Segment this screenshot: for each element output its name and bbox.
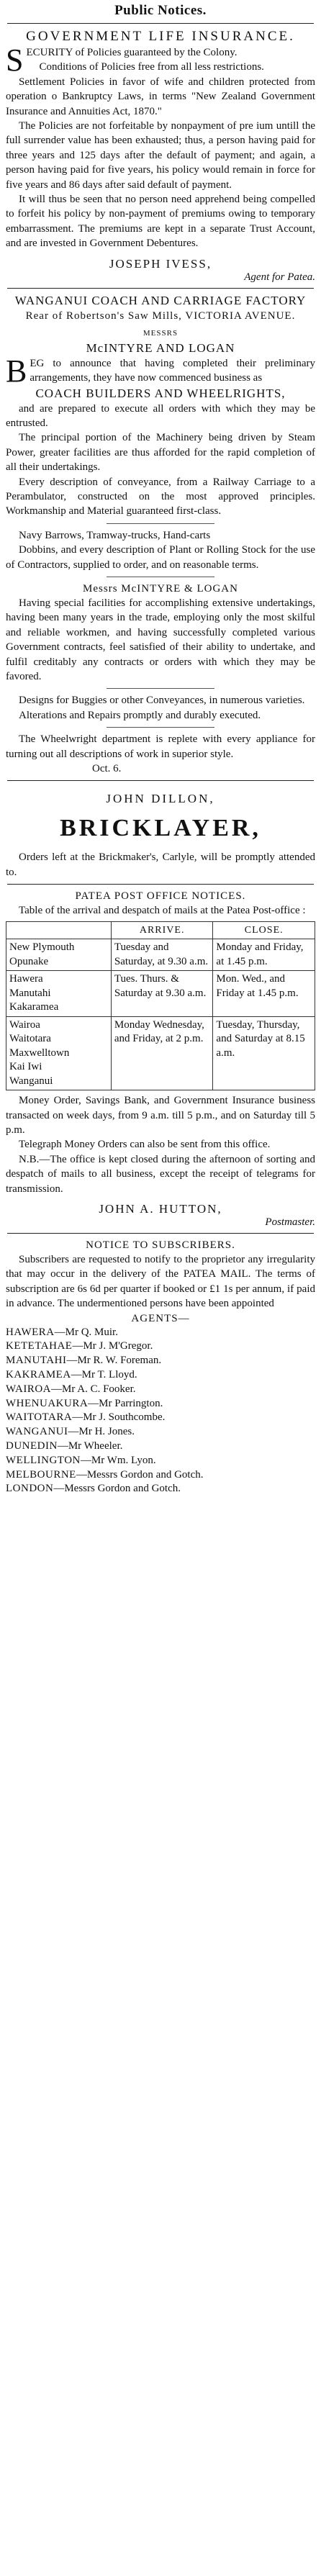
list-item [6,1397,315,1411]
bricklayer-title: BRICKLAYER, [60,815,261,842]
agent-name: —Mr A. C. Fooker. [51,1383,136,1395]
bricklayer-notice [6,791,315,880]
subscribers-notice [6,1238,315,1496]
mail-close: Monday and Friday, at 1.45 p.m. [213,939,315,971]
post-office-para-1: Telegraph Money Orders can also be sent from this office. [19,1139,271,1151]
divider [7,23,314,24]
coach-para2-3: The Wheelwright department is replete with every appliance for turning out all descriptions of work in superior style. [6,733,315,760]
mail-col-arrive: ARRIVE. [111,921,213,939]
agent-place: HAWERA [6,1326,55,1338]
insurance-notice [6,28,315,284]
bricklayer-name: JOHN DILLON, [106,792,215,806]
coach-intro: BEG to announce that having completed their preliminary arrangements, they have now commenced business as [6,353,315,389]
agent-name: —Mr Wm. Lyon. [80,1454,156,1466]
agent-name: —Mr Wheeler. [57,1440,123,1452]
coach-item-0: Navy Barrows, Tramway-trucks, Hand-carts [19,529,211,541]
coach-factory-notice [6,293,315,777]
agent-name: —Mr Q. Muir. [54,1326,118,1338]
list-item [6,1454,315,1468]
mail-col-close: CLOSE. [213,921,315,939]
post-office-para-2: N.B.—The office is kept closed during the afternoon of sorting and despatch of mails to all business, except the receipt of telegrams for transmission. [6,1153,315,1195]
agent-place: WAIROA [6,1383,51,1395]
mail-places: Wairoa Waitotara Maxwelltown Kai Iwi Wanganui [6,1016,112,1090]
table-row [6,971,315,1017]
coach-para2-0: Having special facilities for accomplishing extensive undertakings, having been many years in the trade, employing only the most skilful and reliable workmen, and having successfully completed various Government contracts, feel satisfied of their ability to undertake, and fulfil creditably any contracts or orders with which they may be favored. [6,597,315,682]
table-row [6,1016,315,1090]
agent-name: —Mr R. W. Foreman. [66,1355,162,1367]
post-office-title: PATEA POST OFFICE NOTICES. [75,890,246,903]
coach-para-2: Every description of conveyance, from a Railway Carriage to a Perambulator, constructed on the most approved principles. Workmanship and Material guaranteed first-class. [6,476,315,518]
divider [7,288,314,289]
coach-para2-1: Designs for Buggies or other Conveyances, in numerous varieties. [19,695,305,707]
insurance-para-2: Settlement Policies in favor of wife and children protected from operation o Bankruptcy Laws, in terms "New Zealand Government Insurance and Annuities Act, 1870." [6,76,315,117]
coach-factory-title: WANGANUI COACH AND CARRIAGE FACTORY [14,293,307,307]
subscribers-text: Subscribers are requested to notify to the proprietor any irregularity that may occur in the delivery of the PATEA MAIL. The terms of subscription are 6s 6d per quarter if booked or £1 1s per annum, if paid in advance. The undermentioned persons have been appointed [6,1254,315,1310]
post-office-notice [6,889,315,1229]
list-item [6,1326,315,1340]
insurance-para-1: Conditions of Policies free from all less restrictions. [39,61,264,73]
list-item [6,1383,315,1397]
insurance-para-0: SECURITY of Policies guaranteed by the Colony. [6,42,238,78]
coach-item-1: Dobbins, and every description of Plant or Rolling Stock for the use of Contractors, supplied to order, and on reasonable terms. [6,544,315,571]
mail-close: Mon. Wed., and Friday at 1.45 p.m. [213,971,315,1017]
coach-para-1: The principal portion of the Machinery being driven by Steam Power, greater facilities are thus afforded for the rapid completion of all their undertakings. [6,432,315,474]
coach-trade: COACH BUILDERS AND WHEELRIGHTS, [35,386,286,400]
agents-list [6,1326,315,1497]
list-item [6,1354,315,1368]
list-item [6,1482,315,1496]
mail-col-places [6,921,112,939]
post-office-intro: Table of the arrival and despatch of mails at the Patea Post-office : [19,905,306,917]
mail-places: New Plymouth Opunake [6,939,112,971]
agent-name: —Mr T. Lloyd. [71,1369,137,1381]
agent-name: —Messrs Gordon and Gotch. [76,1468,204,1481]
divider [107,688,214,689]
agent-place: MELBOURNE [6,1468,76,1481]
mail-close: Tuesday, Thursday, and Saturday at 8.15 a.m. [213,1016,315,1090]
post-office-para-0: Money Order, Savings Bank, and Government Insurance business transacted on week days, from 9 a.m. till 5 p.m., and on Saturday till 5 p.m. [6,1095,315,1136]
list-item [6,1368,315,1383]
list-item [6,1411,315,1425]
insurance-signer: JOSEPH IVESS, [109,256,212,271]
agent-place: WHENUAKURA [6,1397,89,1409]
firm-name: McINTYRE AND LOGAN [86,340,235,355]
list-item [6,1339,315,1354]
divider [7,780,314,781]
agent-name: —Mr H. Jones. [68,1426,135,1438]
agent-place: MANUTAHI [6,1355,67,1367]
agent-name: —Mr J. M'Gregor. [72,1340,153,1352]
divider [7,1233,314,1234]
coach-factory-location: Rear of Robertson's Saw Mills, VICTORIA AVENUE. [25,309,296,322]
agents-label: AGENTS— [131,1312,190,1324]
coach-para-0: and are prepared to execute all orders with which they may be entrusted. [6,402,315,429]
subscribers-title: NOTICE TO SUBSCRIBERS. [86,1239,235,1251]
mail-arrive: Tuesday and Saturday, at 9.30 a.m. [111,939,213,971]
agent-place: KAKRAMEA [6,1369,71,1381]
section-header: Public Notices. [114,3,207,18]
agent-place: LONDON [6,1483,54,1495]
messrs-firm: Messrs McINTYRE & LOGAN [83,582,238,595]
insurance-title: GOVERNMENT LIFE INSURANCE. [26,29,295,44]
list-item [6,1425,315,1440]
insurance-signer-role: Agent for Patea. [244,271,315,283]
insurance-para-3: The Policies are not forfeitable by nonpayment of pre ium untill the full surrender value has been exhausted; thus, a person having paid for three years and 125 days after the default of payment; and again, a person having paid for five years, his policy would remain in force for five years and 86 days after said default of payment. [6,120,315,191]
table-row [6,939,315,971]
mail-table [6,921,315,1091]
agent-place: KETETAHAE [6,1340,73,1352]
insurance-para-4: It will thus be seen that no person need apprehend being compelled to forfeit his policy by non-payment of premiums owing to temporary embarrassment. The premiums are kept in a separate Trust Account, and are invested in Government Debentures. [6,194,315,250]
messrs-label: MESSRS [143,328,178,338]
agent-name: —Messrs Gordon and Gotch. [53,1483,181,1495]
coach-para2-2: Alterations and Repairs promptly and durably executed. [19,709,261,721]
bricklayer-text: Orders left at the Brickmaker's, Carlyle, will be promptly attended to. [6,851,315,878]
divider [107,727,214,728]
divider [107,523,214,524]
list-item [6,1440,315,1454]
mail-places: Hawera Manutahi Kakaramea [6,971,112,1017]
agent-place: WAITOTARA [6,1411,73,1424]
agent-name: —Mr Parrington. [88,1397,163,1409]
list-item [6,1468,315,1483]
mail-arrive: Monday Wednesday, and Friday, at 2 p.m. [111,1016,213,1090]
agent-name: —Mr J. Southcombe. [72,1411,166,1424]
post-office-signer: JOHN A. HUTTON, [99,1202,222,1216]
coach-date: Oct. 6. [92,763,122,775]
post-office-signer-role: Postmaster. [265,1216,315,1228]
mail-arrive: Tues. Thurs. & Saturday at 9.30 a.m. [111,971,213,1017]
agent-place: WANGANUI [6,1426,68,1438]
agent-place: DUNEDIN [6,1440,58,1452]
divider [7,884,314,885]
agent-place: WELLINGTON [6,1454,81,1466]
